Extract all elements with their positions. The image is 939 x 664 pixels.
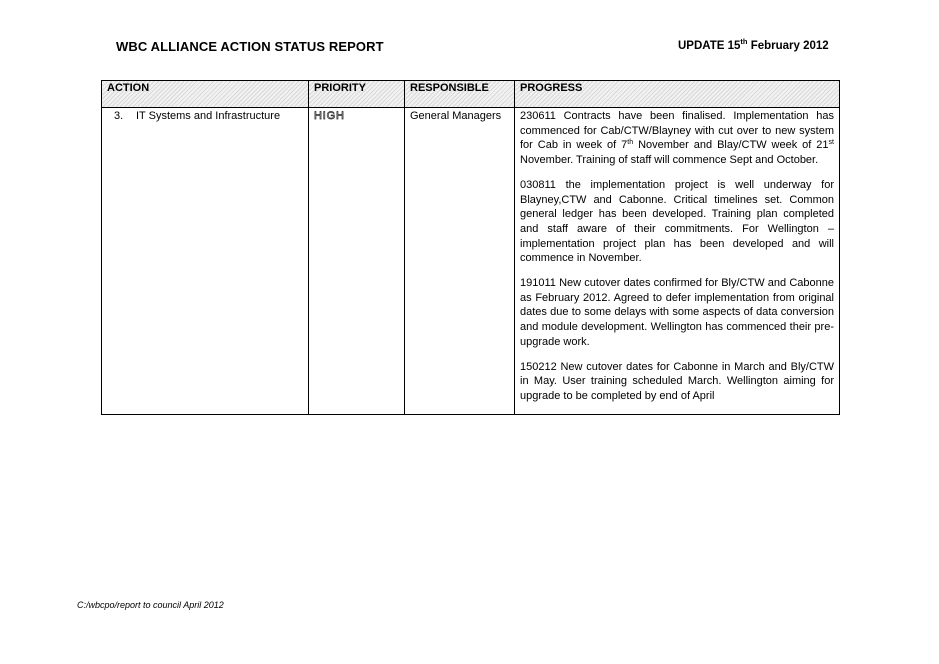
header-progress: PROGRESS: [515, 81, 840, 108]
ordinal-st: st: [828, 139, 834, 147]
table-header-row: [102, 81, 840, 108]
ordinal-th: th: [627, 139, 634, 147]
progress-entry-230611: [520, 109, 834, 168]
progress-entry-191011: 191011 New cutover dates confirmed for Bly/CTW and Cabonne as February 2012. Agreed to defer implementation from original dates due to some delays with some aspects of data conversion and module development. Wellington has commenced their pre-upgrade work.: [520, 277, 834, 348]
header-action: ACTION: [102, 81, 309, 108]
update-month-year: February 2012: [747, 40, 829, 52]
update-date: [678, 37, 829, 52]
action-cell: [102, 108, 309, 415]
header-priority: PRIORITY: [309, 81, 405, 108]
action-status-table: [101, 80, 840, 415]
footer-file-path: C:/wbcpo/report to council April 2012: [77, 600, 224, 610]
header-responsible: RESPONSIBLE: [405, 81, 515, 108]
responsible-cell: General Managers: [405, 108, 515, 415]
table-row: [102, 108, 840, 415]
update-ordinal: th: [740, 37, 748, 46]
progress-entry-230611-part2: November and Blay/CTW week of 21: [633, 139, 829, 152]
report-title: WBC ALLIANCE ACTION STATUS REPORT: [116, 39, 384, 54]
progress-entry-150212: 150212 New cutover dates for Cabonne in March and Bly/CTW in May. User training scheduled March. Wellington aiming for upgrade to be completed by end of April: [520, 360, 834, 402]
progress-entry-230611-part3: November. Training of staff will commence Sept and October.: [520, 154, 819, 167]
progress-entry-230611-part1: 230611 Contracts have been finalised. Implementation has commenced for Cab/CTW/Blayney with cut over to new system for Cab in week of 7: [520, 110, 834, 152]
priority-cell: [309, 108, 405, 415]
priority-value: HIGH: [314, 110, 345, 122]
progress-cell: [515, 108, 840, 415]
update-prefix: UPDATE 15: [678, 40, 741, 52]
progress-entry-030811: 030811 the implementation project is well underway for Blayney,CTW and Cabonne. Critical timelines set. Common general ledger has been developed. Training plan completed and staff aware of their commitments. For Wellington – implementation project plan has been developed and will commence in November.: [520, 178, 834, 265]
action-text: IT Systems and Infrastructure: [136, 110, 281, 122]
action-number: 3.: [114, 110, 124, 122]
